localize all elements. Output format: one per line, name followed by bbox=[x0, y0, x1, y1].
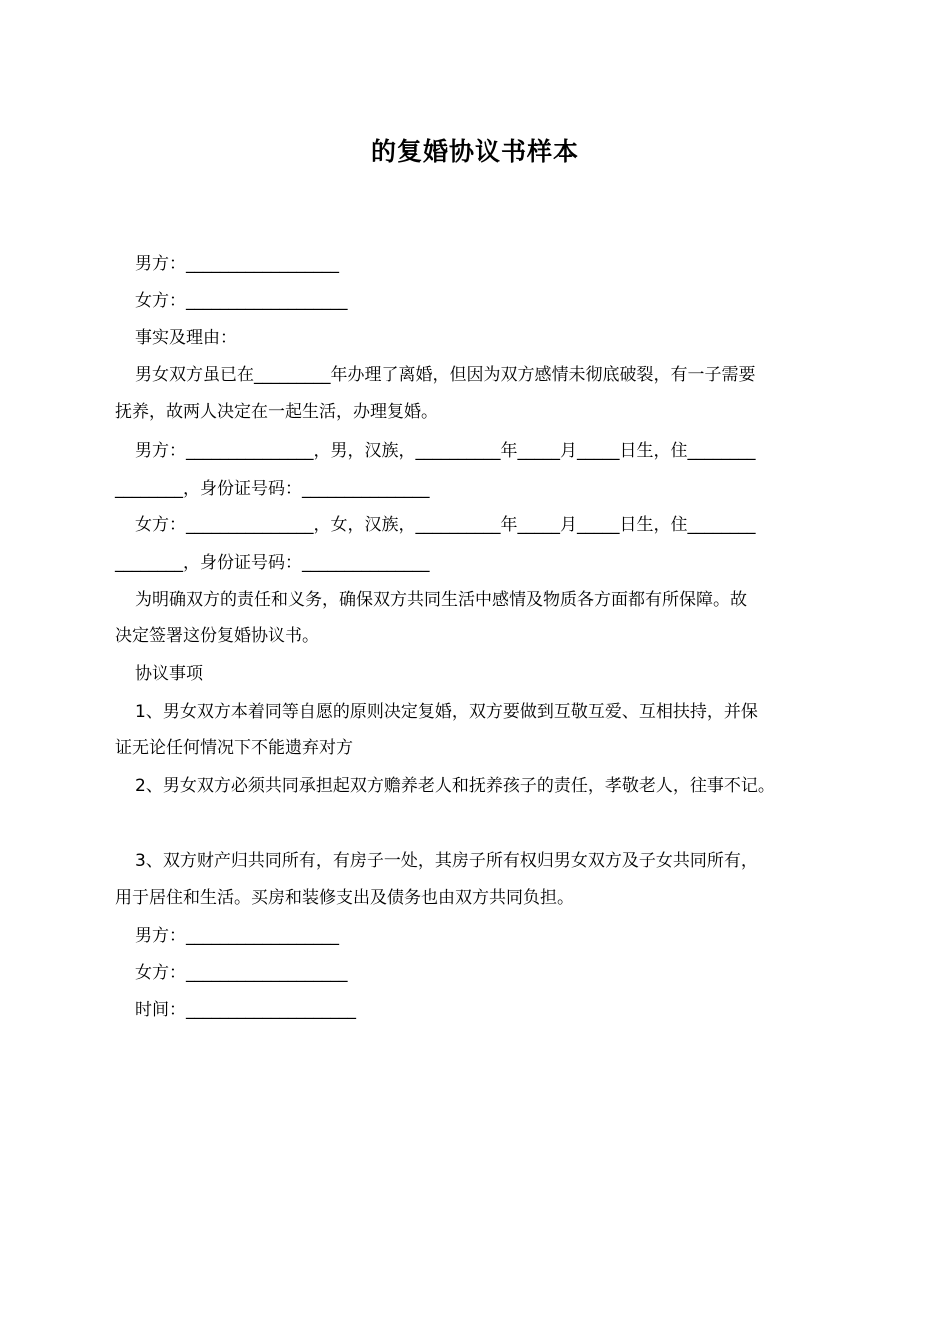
purpose-paragraph-line-1: 为明确双方的责任和义务，确保双方共同生活中感情及物质各方面都有所保障。故 bbox=[135, 590, 747, 610]
clause-1-line-2: 证无论任何情况下不能遗弃对方 bbox=[115, 738, 353, 758]
clause-3-line-2: 用于居住和生活。买房和装修支出及债务也由双方共同负担。 bbox=[115, 888, 574, 908]
purpose-paragraph-line-2: 决定签署这份复婚协议书。 bbox=[115, 626, 319, 646]
female-party-line: 女方：___________________ bbox=[135, 291, 348, 311]
female-details-line-2: ________，身份证号码：_______________ bbox=[115, 553, 430, 573]
signature-male-line: 男方：__________________ bbox=[135, 926, 339, 946]
clause-3-line-1: 3、双方财产归共同所有，有房子一处，其房子所有权归男女双方及子女共同所有， bbox=[135, 851, 758, 871]
signature-date-line: 时间：____________________ bbox=[135, 1000, 356, 1020]
facts-paragraph-line-2: 抚养，故两人决定在一起生活，办理复婚。 bbox=[115, 402, 438, 422]
signature-female-line: 女方：___________________ bbox=[135, 963, 348, 983]
clause-1-line-1: 1、男女双方本着同等自愿的原则决定复婚，双方要做到互敬互爱、互相扶持，并保 bbox=[135, 702, 758, 722]
male-party-line: 男方：__________________ bbox=[135, 254, 339, 274]
facts-reasons-heading: 事实及理由： bbox=[135, 328, 237, 348]
document-title: 的复婚协议书样本 bbox=[370, 137, 579, 166]
male-details-line-1: 男方：_______________，男，汉族，__________年_____月_____日生，住________ bbox=[135, 441, 756, 461]
male-details-line-2: ________，身份证号码：_______________ bbox=[115, 479, 430, 499]
clause-2-line: 2、男女双方必须共同承担起双方赡养老人和抚养孩子的责任，孝敬老人，往事不记。 bbox=[135, 776, 775, 796]
agreement-items-heading: 协议事项 bbox=[135, 664, 203, 684]
facts-paragraph-line-1: 男女双方虽已在_________年办理了离婚，但因为双方感情未彻底破裂，有一子需要 bbox=[135, 365, 756, 385]
female-details-line-1: 女方：_______________，女，汉族，__________年_____月_____日生，住________ bbox=[135, 515, 756, 535]
